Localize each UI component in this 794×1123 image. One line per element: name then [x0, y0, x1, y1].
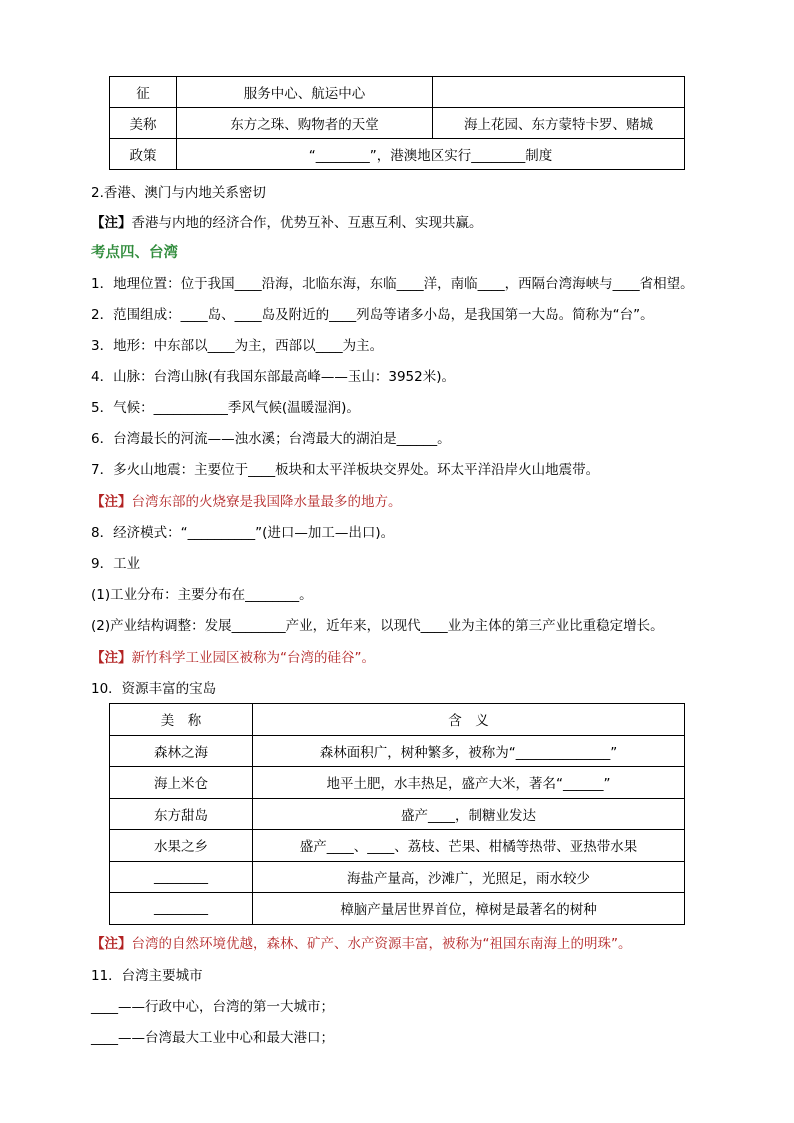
line-text: 9．工业 [91, 556, 141, 572]
line-text: 台湾东部的火烧寮是我国降水量最多的地方。 [131, 494, 402, 510]
note-tag: 【注】 [91, 215, 132, 231]
line-text: (2)产业结构调整：发展________产业，近年来，以现代____业为主体的第三产业比重稳定增长。 [91, 618, 664, 634]
note-tag: 【注】 [91, 936, 132, 952]
text-line [91, 677, 216, 697]
text-line [91, 614, 664, 634]
line-text: 5．气候：___________季风气候(温暖湿润)。 [91, 400, 360, 416]
text-line [91, 181, 266, 201]
line-text: 2.香港、澳门与内地关系密切 [91, 185, 266, 201]
text-line [91, 334, 383, 354]
note-tag: 【注】 [91, 494, 132, 510]
line-text: 10．资源丰富的宝岛 [91, 681, 217, 697]
table-cell: 樟脑产量居世界首位，樟树是最著名的树种 [253, 893, 685, 925]
text-line [91, 272, 694, 292]
note-line [91, 932, 632, 952]
line-text: 1．地理位置：位于我国____沿海，北临东海，东临____洋，南临____，西隔台湾海峡与____省相望。 [91, 276, 694, 292]
row-label: 政策 [110, 139, 177, 170]
table-row [110, 893, 685, 925]
line-text: 新竹科学工业园区被称为“台湾的硅谷”。 [131, 650, 375, 666]
line-text: (1)工业分布：主要分布在________。 [91, 587, 313, 603]
text-line [91, 458, 599, 478]
resource-table [109, 703, 685, 925]
table-cell: 水果之乡 [110, 830, 253, 862]
table-cell: ________ [110, 893, 253, 925]
section-heading [91, 241, 178, 262]
table-cell: 海盐产量高，沙滩广，光照足，雨水较少 [253, 861, 685, 893]
table-header-row [110, 704, 685, 736]
text-line [91, 365, 455, 385]
text-line [91, 396, 360, 416]
text-line [91, 964, 203, 984]
line-text: 4．山脉：台湾山脉(有我国东部最高峰——玉山：3952米)。 [91, 369, 455, 385]
text-line [91, 427, 451, 447]
table-cell: 东方甜岛 [110, 798, 253, 830]
line-text: 2．范围组成：____岛、____岛及附近的____列岛等诸多小岛，是我国第一大岛。简称为“台”。 [91, 307, 654, 323]
table-row [110, 77, 685, 108]
note-line [91, 211, 483, 231]
text-line [91, 583, 313, 603]
table-row [110, 767, 685, 799]
note-line [91, 490, 402, 510]
line-text: 台湾的自然环境优越，森林、矿产、水产资源丰富，被称为“祖国东南海上的明珠”。 [131, 936, 632, 952]
table-cell: 盛产____、____、荔枝、芒果、柑橘等热带、亚热带水果 [253, 830, 685, 862]
line-text: 11．台湾主要城市 [91, 968, 203, 984]
line-text: 6．台湾最长的河流——浊水溪；台湾最大的湖泊是______。 [91, 431, 451, 447]
note-line [91, 646, 375, 666]
line-text: 8．经济模式：“__________”(进口—加工—出口)。 [91, 525, 395, 541]
line-text: 7．多火山地震：主要位于____板块和太平洋板块交界处。环太平洋沿岸火山地震带。 [91, 462, 600, 478]
table-row [110, 861, 685, 893]
policy-cell: “________”，港澳地区实行________制度 [177, 139, 685, 170]
text-line [91, 521, 394, 541]
table-row [110, 798, 685, 830]
table-row [110, 108, 685, 139]
note-tag: 【注】 [91, 650, 132, 666]
hong-kong-cell: 服务中心、航运中心 [177, 77, 433, 108]
macau-cell [433, 77, 685, 108]
macau-cell: 海上花园、东方蒙特卡罗、赌城 [433, 108, 685, 139]
line-text: 3．地形：中东部以____为主，西部以____为主。 [91, 338, 384, 354]
table-cell: 地平土肥，水丰热足，盛产大米，著名“______” [253, 767, 685, 799]
column-header-name: 美 称 [110, 704, 253, 736]
line-text: ____——台湾最大工业中心和最大港口； [91, 1030, 334, 1046]
line-text: 香港与内地的经济合作，优势互补、互惠互利、实现共赢。 [131, 215, 483, 231]
hong-kong-cell: 东方之珠、购物者的天堂 [177, 108, 433, 139]
text-line [91, 552, 140, 572]
table-row [110, 735, 685, 767]
row-label: 征 [110, 77, 177, 108]
text-line [91, 995, 334, 1015]
line-text: 考点四、台湾 [91, 245, 178, 261]
line-text: ____——行政中心，台湾的第一大城市； [91, 999, 334, 1015]
column-header-meaning: 含 义 [253, 704, 685, 736]
row-label: 美称 [110, 108, 177, 139]
summary-table [109, 76, 685, 170]
table-cell: 森林之海 [110, 735, 253, 767]
table-cell: 森林面积广，树种繁多，被称为“______________” [253, 735, 685, 767]
table-cell: ________ [110, 861, 253, 893]
text-line [91, 1026, 334, 1046]
text-line [91, 303, 654, 323]
table-row [110, 139, 685, 170]
table-cell: 盛产____，制糖业发达 [253, 798, 685, 830]
table-cell: 海上米仓 [110, 767, 253, 799]
table-row [110, 830, 685, 862]
